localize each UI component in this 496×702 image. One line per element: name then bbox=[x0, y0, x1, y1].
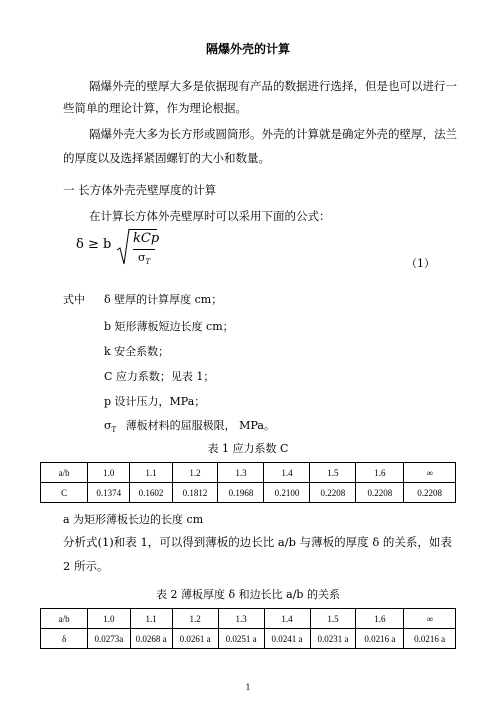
where-prefix: 式中 bbox=[63, 293, 85, 306]
table-cell: 0.2208 bbox=[404, 483, 456, 503]
sigma-symbol: σ bbox=[104, 419, 112, 432]
table-cell: 0.0216 a bbox=[404, 629, 456, 649]
table-cell: 0.0216 a bbox=[356, 629, 404, 649]
table-cell: 0.1812 bbox=[172, 483, 218, 503]
page-title: 隔爆外壳的计算 bbox=[205, 42, 290, 56]
analysis-line-1: 分析式(1)和表 1，可以得到薄板的边长比 a/b 与薄板的厚度 δ 的关系，如表 bbox=[63, 535, 452, 549]
where-item-b: b 矩形薄板短边长度 cm； bbox=[104, 320, 234, 333]
section-heading: 一 长方体外壳壳壁厚度的计算 bbox=[63, 183, 217, 197]
table-cell: 0.0231 a bbox=[310, 629, 356, 649]
analysis-line-2: 2 所示。 bbox=[63, 559, 109, 573]
table-cell: 1.0 bbox=[88, 463, 130, 483]
table-cell: 1.2 bbox=[172, 463, 218, 483]
table-2-header-row bbox=[41, 609, 456, 629]
page-number: 1 bbox=[245, 683, 251, 692]
table-2-data-row bbox=[41, 629, 456, 649]
table-cell: 1.5 bbox=[310, 609, 356, 629]
formula-numerator: kCp bbox=[133, 231, 160, 246]
table-cell: 0.1968 bbox=[218, 483, 264, 503]
table-cell: 1.4 bbox=[264, 609, 310, 629]
table-cell: 1.3 bbox=[218, 609, 264, 629]
denominator-subscript: T bbox=[145, 258, 151, 267]
table-cell: 0.1602 bbox=[130, 483, 172, 503]
table-cell: a/b bbox=[41, 609, 88, 629]
where-item-k: k 安全系数； bbox=[104, 345, 170, 358]
table-cell: C bbox=[41, 483, 88, 503]
where-item-c: C 应力系数；见表 1； bbox=[104, 370, 215, 383]
table-cell: 1.2 bbox=[172, 609, 218, 629]
table-cell: δ bbox=[41, 629, 88, 649]
table-1-caption: 表 1 应力系数 C bbox=[207, 442, 289, 455]
table-cell: 1.0 bbox=[88, 609, 130, 629]
table-cell: ∞ bbox=[404, 463, 456, 483]
table-cell: 0.0261 a bbox=[172, 629, 218, 649]
fraction-bar bbox=[133, 249, 155, 250]
radical-bar bbox=[129, 229, 157, 230]
table-1-header-row bbox=[41, 463, 456, 483]
table-cell: 0.0241 a bbox=[264, 629, 310, 649]
table-cell: 1.6 bbox=[356, 609, 404, 629]
table-1-note: a 为矩形薄板长边的长度 cm bbox=[63, 513, 204, 526]
table-cell: 0.2208 bbox=[310, 483, 356, 503]
sigma-description: 薄板材料的屈服极限， MPa。 bbox=[125, 419, 275, 432]
section-lead: 在计算长方体外壳壁厚时可以采用下面的公式： bbox=[89, 209, 331, 223]
where-item-p: p 设计压力，MPa； bbox=[104, 395, 206, 408]
paragraph-2-line-1: 隔爆外壳大多为长方形或圆筒形。外壳的计算就是确定外壳的壁厚，法兰 bbox=[89, 127, 457, 141]
table-2-caption: 表 2 薄板厚度 δ 和边长比 a/b 的关系 bbox=[156, 588, 340, 601]
table-cell: 0.0268 a bbox=[130, 629, 172, 649]
formula-denominator bbox=[138, 251, 150, 266]
paragraph-1-line-1: 隔爆外壳的壁厚大多是依据现有产品的数据进行选择，但是也可以进行一 bbox=[89, 79, 457, 93]
table-cell: 0.0251 a bbox=[218, 629, 264, 649]
table-cell: 0.2100 bbox=[264, 483, 310, 503]
table-cell: 1.4 bbox=[264, 463, 310, 483]
where-item-delta: δ 壁厚的计算厚度 cm； bbox=[104, 293, 223, 306]
table-cell: 1.5 bbox=[310, 463, 356, 483]
table-cell: 0.1374 bbox=[88, 483, 130, 503]
radical-sign-icon bbox=[116, 228, 130, 266]
table-cell: 0.2208 bbox=[356, 483, 404, 503]
formula-lhs: δ ≥ b bbox=[76, 237, 112, 252]
formula-number: （1） bbox=[406, 257, 435, 270]
table-cell: 1.6 bbox=[356, 463, 404, 483]
where-item-sigma bbox=[104, 417, 275, 434]
table-cell: 1.1 bbox=[130, 609, 172, 629]
paragraph-1-line-2: 些简单的理论计算，作为理论根据。 bbox=[63, 101, 247, 115]
table-cell: 0.0273a bbox=[88, 629, 130, 649]
table-cell: 1.1 bbox=[130, 463, 172, 483]
table-1-data-row bbox=[41, 483, 456, 503]
table-2 bbox=[40, 608, 456, 649]
table-cell: 1.3 bbox=[218, 463, 264, 483]
denominator-symbol: σ bbox=[138, 251, 146, 264]
table-cell: ∞ bbox=[404, 609, 456, 629]
table-1 bbox=[40, 462, 456, 503]
paragraph-2-line-2: 的厚度以及选择紧固螺钉的大小和数量。 bbox=[63, 151, 270, 165]
sigma-subscript: T bbox=[111, 426, 117, 435]
table-cell: a/b bbox=[41, 463, 88, 483]
